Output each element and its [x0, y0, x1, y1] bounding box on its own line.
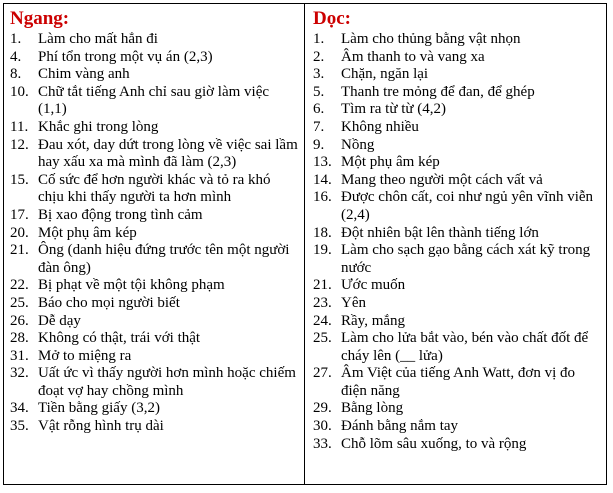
clue-text: Thanh tre mỏng để đan, để ghép	[341, 83, 535, 100]
clue-item	[10, 365, 300, 400]
clue-text: Khắc ghi trong lòng	[38, 118, 159, 135]
clue-item	[313, 119, 602, 137]
clue-number: 23.	[313, 294, 332, 311]
clue-number: 33.	[313, 435, 332, 452]
clue-item	[10, 49, 300, 67]
clue-text: Dễ dạy	[38, 312, 81, 329]
clue-number: 30.	[313, 418, 332, 435]
clue-text: Không có thật, trái với thật	[38, 330, 201, 347]
clue-item	[313, 277, 602, 295]
across-clue-list	[10, 31, 300, 436]
clue-item	[313, 400, 602, 418]
clue-text: Yên	[341, 294, 366, 311]
clue-number: 1.	[10, 31, 22, 47]
clue-number: 17.	[10, 206, 29, 223]
clue-text: Chim vàng anh	[38, 66, 130, 83]
clue-text: Nồng	[341, 136, 375, 153]
clue-number: 35.	[10, 418, 29, 435]
clue-text: Báo cho mọi người biết	[38, 294, 180, 311]
clue-item	[313, 31, 602, 49]
clue-number: 14.	[313, 171, 332, 188]
clue-text: Bị xao động trong tình cảm	[38, 206, 203, 223]
clue-text: Mở to miệng ra	[38, 347, 132, 364]
clue-text: Tiền bằng giấy (3,2)	[38, 400, 160, 417]
clue-item	[313, 154, 602, 172]
clue-item	[10, 418, 300, 436]
down-heading: Dọc:	[313, 8, 351, 29]
clue-number: 9.	[313, 136, 325, 153]
clue-item	[313, 172, 602, 190]
clue-text: Rầy, mắng	[341, 312, 406, 329]
clue-number: 15.	[10, 171, 29, 188]
clue-number: 2.	[313, 48, 325, 65]
clue-item	[10, 225, 300, 243]
clue-item	[10, 207, 300, 225]
clue-text: Đột nhiên bật lên thành tiếng lớn	[341, 224, 539, 241]
clue-text: Không nhiều	[341, 118, 419, 135]
clue-number: 18.	[313, 224, 332, 241]
clue-item	[313, 365, 602, 400]
clue-text: Ông (danh hiệu đứng trước tên một người đàn ông)	[38, 242, 290, 276]
clue-number: 19.	[313, 242, 332, 259]
clue-text: Âm Việt của tiếng Anh Watt, đơn vị đo điện năng	[341, 365, 575, 399]
crossword-clue-table	[3, 3, 607, 485]
clue-item	[313, 418, 602, 436]
clue-item	[10, 400, 300, 418]
clue-number: 31.	[10, 347, 29, 364]
clue-item	[313, 84, 602, 102]
clue-item	[10, 242, 300, 277]
clue-number: 4.	[10, 48, 22, 65]
clue-item	[313, 137, 602, 155]
clue-number: 6.	[313, 101, 325, 118]
clue-number: 1.	[313, 31, 325, 47]
clue-text: Một phụ âm kép	[38, 224, 137, 241]
clue-item	[10, 330, 300, 348]
clue-item	[313, 313, 602, 331]
clue-item	[10, 66, 300, 84]
clue-text: Cố sức để hơn người khác và tỏ ra khó chịu khi thấy người ta hơn mình	[38, 171, 271, 206]
clue-number: 26.	[10, 312, 29, 329]
clue-item	[313, 242, 602, 277]
clue-text: Phí tổn trong một vụ án (2,3)	[38, 48, 213, 65]
clue-text: Làm cho lửa bắt vào, bén vào chất đốt để cháy lên (__ lửa)	[341, 330, 589, 364]
clue-item	[313, 189, 602, 224]
clue-text: Làm cho thủng bằng vật nhọn	[341, 31, 521, 47]
clue-item	[10, 119, 300, 137]
clue-item	[10, 84, 300, 119]
clue-number: 27.	[313, 365, 332, 382]
clue-item	[313, 436, 602, 454]
clue-text: Làm cho sạch gạo bằng cách xát kỹ trong nước	[341, 242, 591, 276]
clue-item	[10, 31, 300, 49]
clue-number: 32.	[10, 365, 29, 382]
clue-number: 21.	[10, 242, 29, 259]
clue-number: 7.	[313, 118, 325, 135]
clue-text: Chặn, ngăn lại	[341, 66, 429, 83]
clue-text: Vật rỗng hình trụ dài	[38, 418, 164, 435]
clue-item	[313, 49, 602, 67]
clue-item	[10, 295, 300, 313]
clue-number: 29.	[313, 400, 332, 417]
clue-item	[313, 101, 602, 119]
down-column	[305, 4, 606, 484]
clue-text: Mang theo người một cách vất vả	[341, 171, 543, 188]
clue-text: Đánh bằng nắm tay	[341, 418, 459, 435]
clue-item	[313, 66, 602, 84]
clue-text: Đau xót, day dứt trong lòng về việc sai lầm hay xấu xa mà mình đã làm (2,3)	[38, 136, 298, 171]
clue-number: 13.	[313, 154, 332, 171]
clue-text: Một phụ âm kép	[341, 154, 440, 171]
clue-item	[10, 313, 300, 331]
clue-item	[10, 137, 300, 172]
clue-number: 20.	[10, 224, 29, 241]
across-heading: Ngang:	[10, 8, 70, 29]
clue-number: 34.	[10, 400, 29, 417]
clue-item	[10, 277, 300, 295]
clue-text: Làm cho mất hẳn đi	[38, 31, 158, 47]
clue-number: 5.	[313, 83, 325, 100]
across-column	[4, 4, 305, 484]
clue-item	[10, 172, 300, 207]
clue-item	[10, 348, 300, 366]
clue-number: 28.	[10, 330, 29, 347]
clue-text: Chữ tắt tiếng Anh chỉ sau giờ làm việc (1,1)	[38, 83, 270, 118]
clue-number: 25.	[10, 294, 29, 311]
clue-number: 10.	[10, 83, 29, 100]
clue-text: Uất ức vì thấy người hơn mình hoặc chiếm đoạt vợ hay chồng mình	[38, 365, 296, 399]
clue-item	[313, 225, 602, 243]
clue-text: Bằng lòng	[341, 400, 404, 417]
clue-number: 16.	[313, 189, 332, 206]
clue-number: 24.	[313, 312, 332, 329]
clue-number: 11.	[10, 118, 29, 135]
clue-number: 21.	[313, 277, 332, 294]
clue-number: 8.	[10, 66, 22, 83]
clue-number: 22.	[10, 277, 29, 294]
clue-number: 25.	[313, 330, 332, 347]
clue-text: Được chôn cất, coi như ngủ yên vĩnh viễn (2,4)	[341, 189, 594, 223]
clue-number: 3.	[313, 66, 325, 83]
clue-text: Ước muốn	[341, 277, 406, 294]
clue-item	[313, 330, 602, 365]
clue-number: 12.	[10, 136, 29, 153]
clue-text: Tìm ra từ từ (4,2)	[341, 101, 446, 118]
clue-text: Chỗ lõm sâu xuống, to và rộng	[341, 435, 527, 452]
down-clue-list	[313, 31, 602, 453]
clue-text: Bị phạt về một tội không phạm	[38, 277, 225, 294]
clue-item	[313, 295, 602, 313]
clue-text: Âm thanh to và vang xa	[341, 48, 485, 65]
